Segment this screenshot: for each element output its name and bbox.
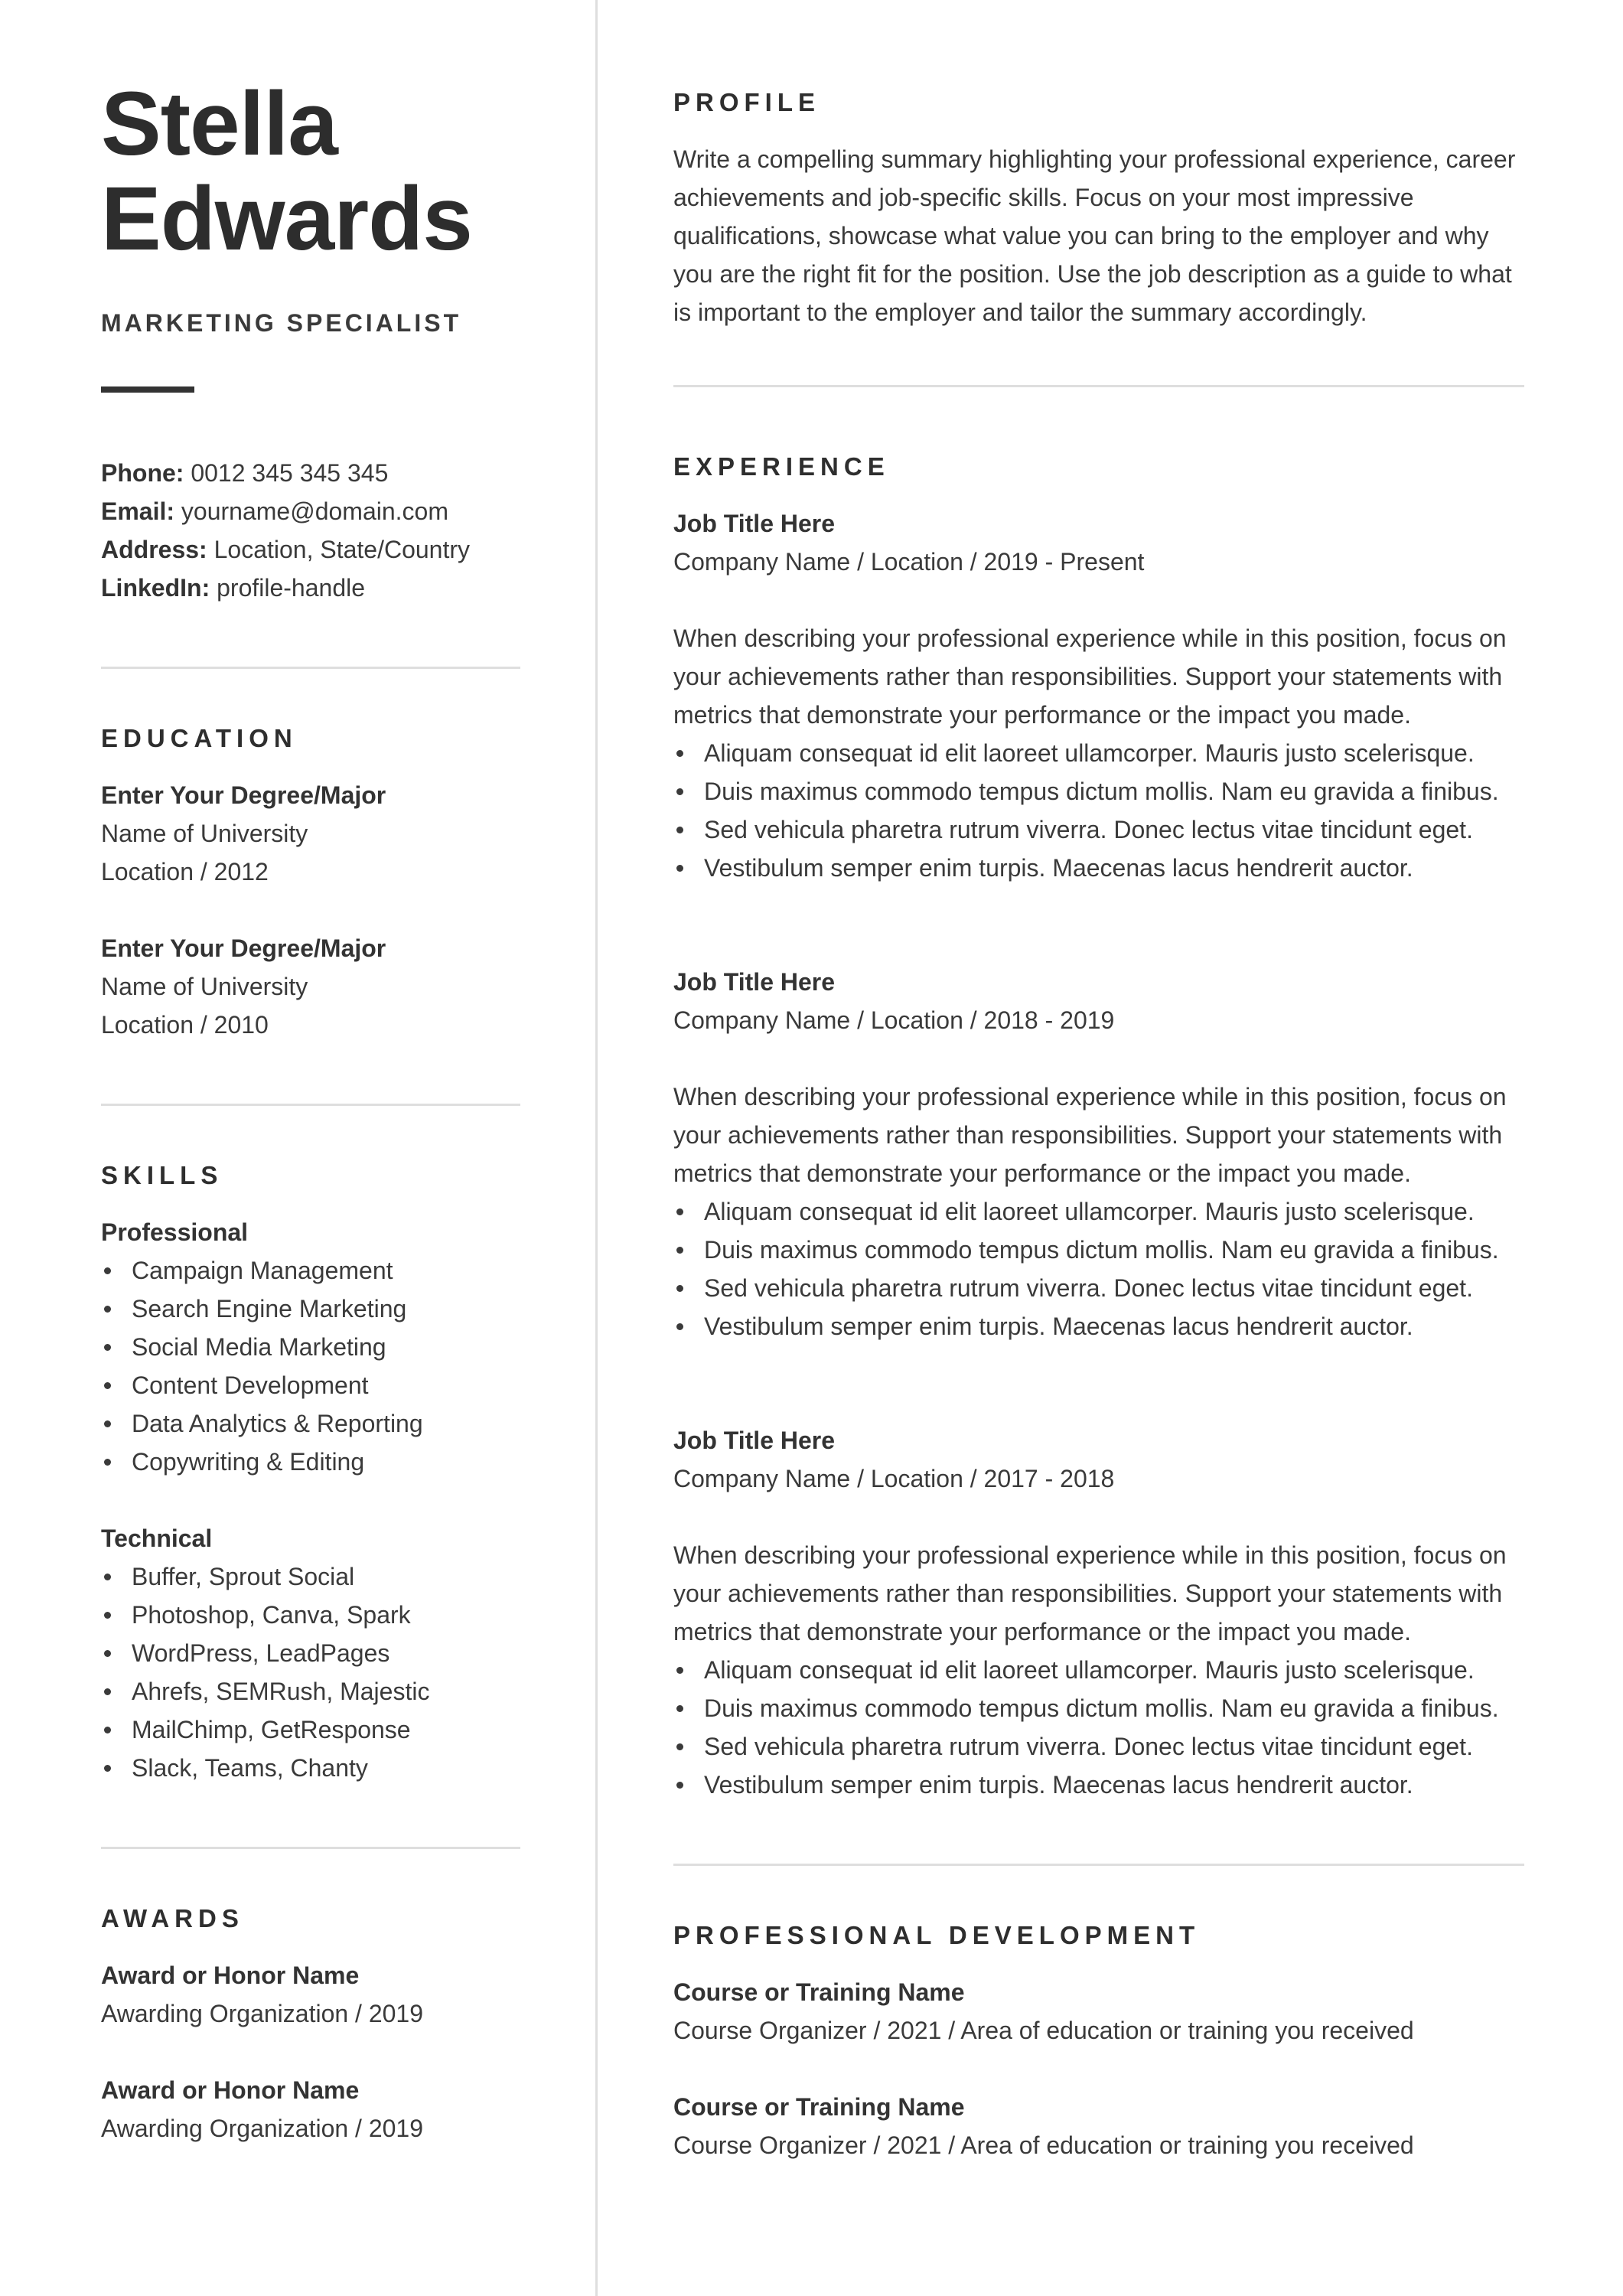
job-bullet: Sed vehicula pharetra rutrum viverra. Donec lectus vitae tincidunt eget.: [673, 1727, 1524, 1766]
accent-bar: [101, 386, 194, 393]
address-value: Location, State/Country: [213, 536, 471, 563]
skill-item: Ahrefs, SEMRush, Majestic: [101, 1672, 520, 1711]
job-entry-bullets: [673, 1651, 1524, 1804]
contact-email: [101, 492, 520, 530]
contact-linkedin: [101, 569, 520, 607]
award-detail: Awarding Organization / 2019: [101, 2115, 424, 2142]
education-entry: [101, 776, 520, 891]
award-name: Award or Honor Name: [101, 1962, 360, 1989]
section-divider: [673, 1864, 1524, 1866]
skill-item: Buffer, Sprout Social: [101, 1557, 520, 1596]
professional-skills-label: Professional: [101, 1218, 249, 1246]
job-bullet: Aliquam consequat id elit laoreet ullamcorper. Mauris justo scelerisque.: [673, 1651, 1524, 1689]
award-detail: Awarding Organization / 2019: [101, 2000, 424, 2027]
address-label: Address:: [101, 536, 207, 563]
job-entry-description: When describing your professional experience while in this position, focus on your achievements rather than responsibilities. Support your statements with metrics that demonstrate your performance or the impact you made.: [673, 1541, 1507, 1645]
linkedin-label: LinkedIn:: [101, 574, 210, 602]
job-entry-meta: Company Name / Location / 2018 - 2019: [673, 1006, 1115, 1034]
phone-value: 0012 345 345 345: [191, 459, 389, 487]
phone-label: Phone:: [101, 459, 184, 487]
job-bullet: Aliquam consequat id elit laoreet ullamcorper. Mauris justo scelerisque.: [673, 734, 1524, 772]
job-entry-description: When describing your professional experience while in this position, focus on your achievements rather than responsibilities. Support your statements with metrics that demonstrate your performance or the impact you made.: [673, 1083, 1507, 1187]
job-bullet: Sed vehicula pharetra rutrum viverra. Donec lectus vitae tincidunt eget.: [673, 1269, 1524, 1307]
profile-summary: Write a compelling summary highlighting your professional experience, career achievements and job-specific skills. Focus on your most impressive qualifications, showcase what value you can bring to the employer and why you are the right fit for the position. Use the job description as a guide to what is important to the employer and tailor the summary accordingly.: [673, 145, 1516, 326]
award-name: Award or Honor Name: [101, 2076, 360, 2104]
education-entry: [101, 929, 520, 1044]
school: Name of University: [101, 973, 308, 1000]
skill-item: WordPress, LeadPages: [101, 1634, 520, 1672]
job-bullet: Vestibulum semper enim turpis. Maecenas lacus hendrerit auctor.: [673, 849, 1524, 887]
contact-phone: [101, 454, 520, 492]
job-entry-title: Job Title Here: [673, 510, 836, 537]
job-entry-title: Job Title Here: [673, 968, 836, 996]
job-entry: [673, 963, 1524, 1345]
education-heading: EDUCATION: [101, 724, 298, 752]
job-bullet: Vestibulum semper enim turpis. Maecenas lacus hendrerit auctor.: [673, 1766, 1524, 1804]
skill-item: Campaign Management: [101, 1251, 520, 1290]
section-divider: [101, 1104, 520, 1106]
course-name: Course or Training Name: [673, 2093, 965, 2121]
section-divider: [101, 1847, 520, 1849]
degree: Enter Your Degree/Major: [101, 934, 386, 962]
email-value: yourname@domain.com: [181, 497, 448, 525]
skill-item: Copywriting & Editing: [101, 1443, 520, 1481]
skill-item: Content Development: [101, 1366, 520, 1404]
technical-skills-label: Technical: [101, 1525, 213, 1552]
skill-item: Social Media Marketing: [101, 1328, 520, 1366]
course-entry: [673, 2088, 1524, 2164]
skill-item: Slack, Teams, Chanty: [101, 1749, 520, 1787]
job-title: MARKETING SPECIALIST: [101, 309, 462, 337]
job-entry-bullets: [673, 1192, 1524, 1345]
professional-skills-list: [101, 1251, 520, 1481]
job-entry-description: When describing your professional experience while in this position, focus on your achievements rather than responsibilities. Support your statements with metrics that demonstrate your performance or the impact you made.: [673, 625, 1507, 729]
section-divider: [673, 385, 1524, 387]
left-column: [101, 73, 520, 2148]
job-bullet: Vestibulum semper enim turpis. Maecenas lacus hendrerit auctor.: [673, 1307, 1524, 1345]
course-detail: Course Organizer / 2021 / Area of education or training you received: [673, 2131, 1414, 2159]
course-detail: Course Organizer / 2021 / Area of education or training you received: [673, 2017, 1414, 2044]
last-name: Edwards: [101, 168, 472, 269]
candidate-name: [101, 73, 520, 269]
award-entry: [101, 1956, 520, 2033]
job-entry-meta: Company Name / Location / 2019 - Present: [673, 548, 1145, 576]
course-entry: [673, 1973, 1524, 2050]
award-entry: [101, 2071, 520, 2148]
education-detail: Location / 2012: [101, 858, 269, 885]
job-bullet: Aliquam consequat id elit laoreet ullamcorper. Mauris justo scelerisque.: [673, 1192, 1524, 1231]
school: Name of University: [101, 820, 308, 847]
skills-heading: SKILLS: [101, 1161, 223, 1189]
contact-block: [101, 454, 520, 607]
linkedin-value: profile-handle: [217, 574, 366, 602]
job-entry-meta: Company Name / Location / 2017 - 2018: [673, 1465, 1115, 1492]
email-label: Email:: [101, 497, 175, 525]
education-detail: Location / 2010: [101, 1011, 269, 1039]
experience-heading: EXPERIENCE: [673, 452, 890, 481]
development-heading: PROFESSIONAL DEVELOPMENT: [673, 1921, 1201, 1949]
contact-address: [101, 530, 520, 569]
job-bullet: Duis maximus commodo tempus dictum mollis. Nam eu gravida a finibus.: [673, 772, 1524, 810]
degree: Enter Your Degree/Major: [101, 781, 386, 809]
column-divider: [595, 0, 598, 2296]
first-name: Stella: [101, 73, 337, 174]
technical-skills-list: [101, 1557, 520, 1787]
skill-item: MailChimp, GetResponse: [101, 1711, 520, 1749]
right-column: [673, 77, 1524, 2164]
job-bullet: Duis maximus commodo tempus dictum mollis. Nam eu gravida a finibus.: [673, 1231, 1524, 1269]
skill-item: Search Engine Marketing: [101, 1290, 520, 1328]
skill-item: Data Analytics & Reporting: [101, 1404, 520, 1443]
section-divider: [101, 667, 520, 669]
profile-heading: PROFILE: [673, 88, 821, 116]
job-entry: [673, 1421, 1524, 1804]
awards-heading: AWARDS: [101, 1904, 244, 1932]
job-entry-bullets: [673, 734, 1524, 887]
job-entry: [673, 504, 1524, 887]
job-entry-title: Job Title Here: [673, 1427, 836, 1454]
job-bullet: Duis maximus commodo tempus dictum mollis. Nam eu gravida a finibus.: [673, 1689, 1524, 1727]
course-name: Course or Training Name: [673, 1978, 965, 2006]
job-bullet: Sed vehicula pharetra rutrum viverra. Donec lectus vitae tincidunt eget.: [673, 810, 1524, 849]
skill-item: Photoshop, Canva, Spark: [101, 1596, 520, 1634]
